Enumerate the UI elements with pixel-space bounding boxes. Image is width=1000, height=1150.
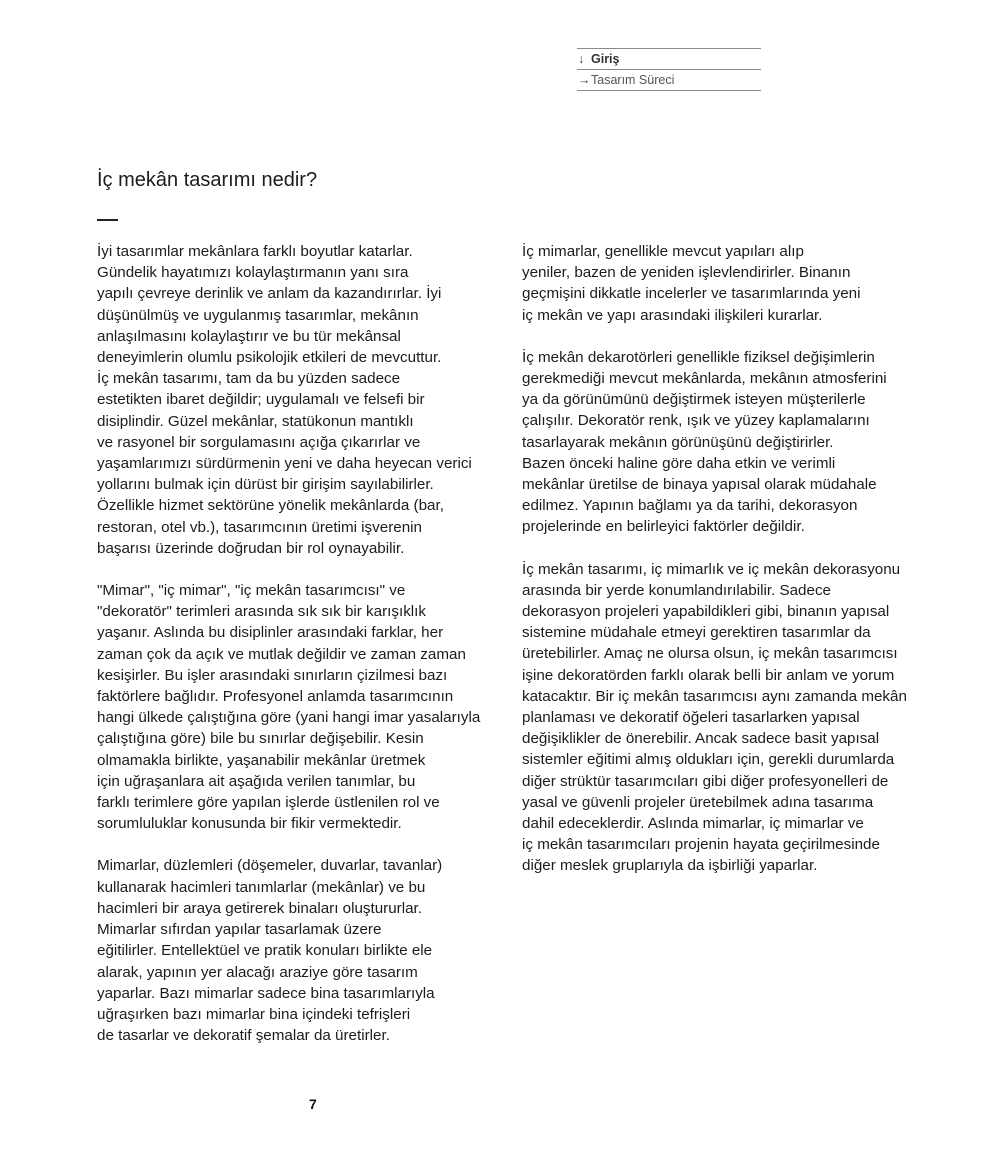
text-line: yasal ve güvenli projeler üretebilmek adına tasarıma [522,793,874,811]
paragraph [97,855,509,1046]
text-line: disiplindir. Güzel mekânlar, statükonun mantıklı [97,412,414,430]
paragraph [97,241,509,559]
text-line: Mimarlar sıfırdan yapılar tasarlamak üzere [97,921,382,939]
text-line: olmamakla birlikte, yaşanabilir mekânlar üretmek [97,751,426,769]
text-line: dekorasyon projeleri yapabildikleri gibi, binanın yapısal [522,603,890,621]
text-line: tasarlayarak mekânın görünüşünü değiştirirler. [522,433,834,451]
text-line: ya da görünümünü değiştirmek isteyen müşterilerle [522,391,866,409]
paragraph [522,241,934,326]
nav-item-giris[interactable] [577,48,761,69]
text-line: eğitilirler. Entellektüel ve pratik konuları birlikte ele [97,942,433,960]
page-number: 7 [309,1096,317,1112]
text-line: değişiklikler de önerebilir. Ancak sadece basit yapısal [522,730,880,748]
text-line: yaparlar. Bazı mimarlar sadece bina tasarımlarıyla [97,984,435,1002]
text-line: dahil edeceklerdir. Aslında mimarlar, iç mimarlar ve [522,815,864,833]
title-rule [97,219,118,221]
text-line: Mimarlar, düzlemleri (döşemeler, duvarlar, tavanlar) [97,857,443,875]
paragraph [97,580,509,834]
text-line: kullanarak hacimleri tanımlarlar (mekânlar) ve bu [97,878,426,896]
text-line: alarak, yapının yer alacağı araziye göre tasarım [97,963,418,981]
text-line: "dekoratör" terimleri arasında sık sık bir karışıklık [97,603,426,621]
text-line: Özellikle hizmet sektörüne yönelik mekânlarda (bar, [97,497,444,515]
text-line: başarısı üzerinde doğrudan bir rol oynayabilir. [97,539,405,557]
text-line: restoran, otel vb.), tasarımcının üretimi işverenin [97,518,422,536]
text-line: diğer meslek gruplarıyla da işbirliği yaparlar. [522,857,818,875]
text-line: zaman çok da açık ve mutlak değildir ve zaman zaman [97,645,466,663]
paragraph [522,347,934,538]
text-line: hangi ülkede çalıştığına göre (yani hangi imar yasalarıyla [97,709,481,727]
nav-item-label: Tasarım Süreci [591,73,675,87]
text-line: için uğraşanlara ait aşağıda verilen tanımlar, bu [97,772,416,790]
text-line: çalışılır. Dekoratör renk, ışık ve yüzey kaplamalarını [522,412,870,430]
text-line: yeniler, bazen de yeniden işlevlendirirler. Binanın [522,264,851,282]
nav-item-tasarim-sureci[interactable] [577,69,761,91]
page-title: İç mekân tasarımı nedir? [97,169,318,191]
text-line: yapılı çevreye derinlik ve anlam da kazandırırlar. İyi [97,285,442,303]
text-line: uğraşırken bazı mimarlar bina içindeki tefrişleri [97,1005,411,1023]
text-line: gerekmediği mevcut mekânlarda, mekânın atmosferini [522,370,887,388]
text-line: projelerinde en belirleyici faktörler değildir. [522,518,805,536]
text-line: arasında bir yerde konumlandırılabilir. Sadece [522,581,831,599]
text-line: İç mekân tasarımı, iç mimarlık ve iç mekân dekorasyonu [522,560,901,578]
text-line: çalıştığına göre) bile bu sınırlar değişebilir. Kesin [97,730,424,748]
text-line: edilmez. Yapının bağlamı ya da tarihi, dekorasyon [522,497,858,515]
arrow-right-icon: → [578,73,591,87]
text-line: sistemine müdahale etmeyi gerektiren tasarımlar da [522,624,871,642]
text-line: estetikten ibaret değildir; uygulamalı ve felsefi bir [97,391,425,409]
text-line: sistemler eğitimi almış oldukları için, gerekli durumlarda [522,751,895,769]
text-line: "Mimar", "iç mimar", "iç mekân tasarımcısı" ve [97,582,406,600]
text-line: iç mekân ve yapı arasındaki ilişkileri kurarlar. [522,306,823,324]
text-line: kesişirler. Bu işler arasındaki sınırların çizilmesi bazı [97,666,448,684]
text-line: İç mekân tasarımı, tam da bu yüzden sadece [97,370,401,388]
text-line: İyi tasarımlar mekânlara farklı boyutlar katarlar. [97,243,413,260]
text-line: işine dekoratörden farklı olarak belli bir anlam ve yorum [522,666,895,684]
text-line: düşünülmüş ve uygulanmış tasarımlar, mekânın [97,306,419,324]
text-line: mekânlar üretilse de binaya yapısal olarak müdahale [522,476,877,494]
text-line: üretebilirler. Amaç ne olursa olsun, iç mekân tasarımcısı [522,645,898,663]
text-line: planlaması ve dekoratif öğeleri tasarlarken yapısal [522,709,860,727]
text-line: de tasarlar ve dekoratif şemalar da üretirler. [97,1027,390,1045]
text-line: Bazen önceki haline göre daha etkin ve verimli [522,454,836,472]
text-line: İç mimarlar, genellikle mevcut yapıları alıp [522,243,804,260]
arrow-down-icon: ↓ [578,52,585,66]
left-column [97,241,509,1067]
text-line: sorumluluklar konusunda bir fikir vermektedir. [97,815,402,833]
text-line: yaşamlarımızı sürdürmenin yeni ve daha heyecan verici [97,455,472,473]
text-line: geçmişini dikkatle incelerler ve tasarımlarında yeni [522,285,861,303]
text-line: farklı terimlere göre yapılan işlerde üstlenilen rol ve [97,794,440,812]
text-line: yollarını bulmak için dürüst bir girişim sayılabilirler. [97,476,434,494]
text-line: anlaşılmasını kolaylaştırır ve bu tür mekânsal [97,327,401,345]
text-line: yaşanır. Aslında bu disiplinler arasındaki farklar, her [97,624,444,642]
nav-item-label: Giriş [591,52,620,66]
text-line: Gündelik hayatımızı kolaylaştırmanın yanı sıra [97,264,409,282]
paragraph [522,559,934,877]
text-line: katacaktır. Bir iç mekân tasarımcısı aynı zamanda mekân [522,687,907,705]
right-column [522,241,934,898]
text-line: İç mekân dekarotörleri genellikle fiziksel değişimlerin [522,348,875,366]
text-line: diğer strüktür tasarımcıları gibi diğer profesyonelleri de [522,772,889,790]
text-line: hacimleri bir araya getirerek binaları oluştururlar. [97,899,422,917]
text-line: deneyimlerin olumlu psikolojik etkileri de mevcuttur. [97,349,442,367]
text-line: iç mekân tasarımcıları projenin hayata geçirilmesinde [522,836,880,854]
section-navigation [577,48,761,91]
text-line: faktörlere bağlıdır. Profesyonel anlamda tasarımcının [97,688,454,706]
text-line: ve rasyonel bir sorgulamasını açığa çıkarırlar ve [97,433,421,451]
